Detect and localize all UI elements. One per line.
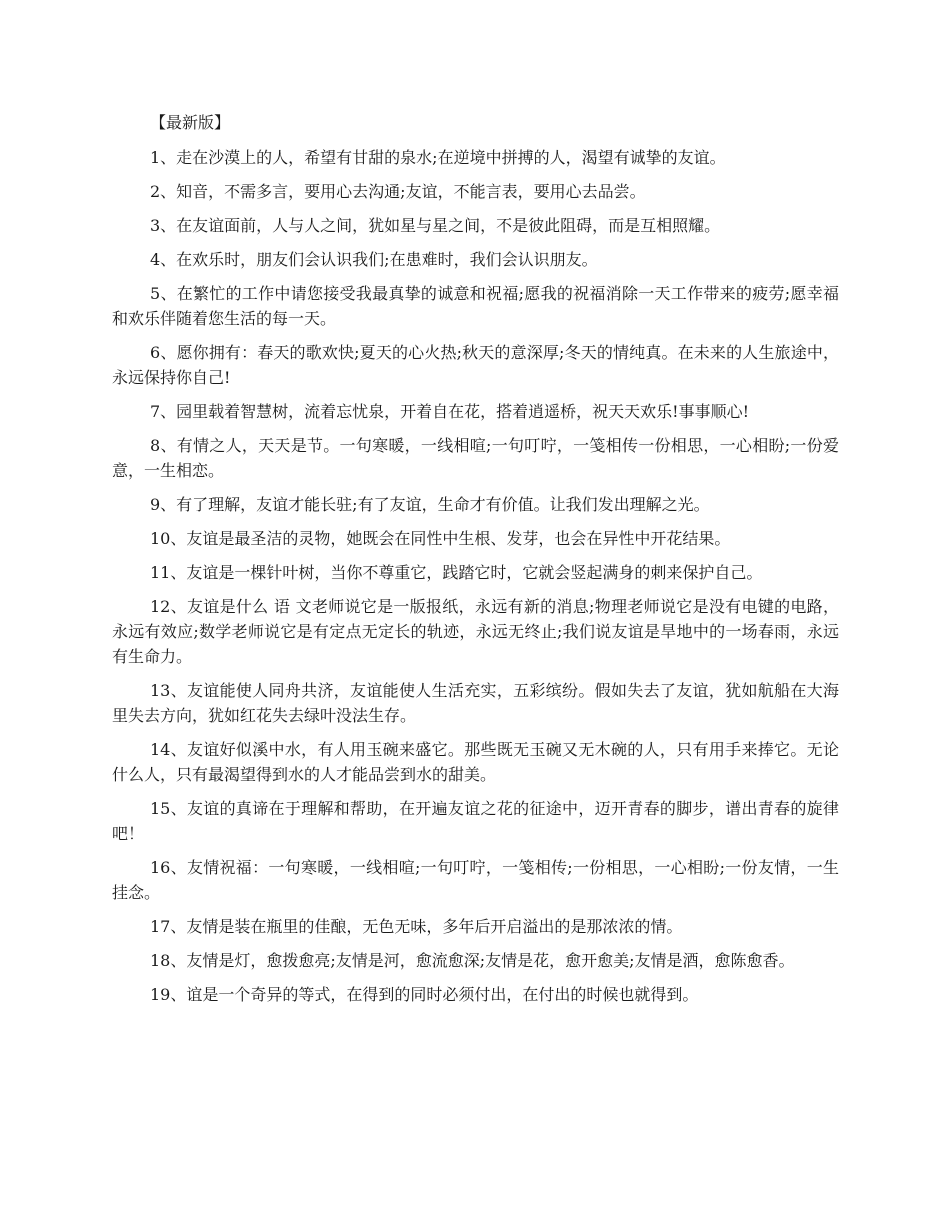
paragraph-8: 8、有情之人，天天是节。一句寒暖，一线相喧;一句叮咛，一笺相传一份相思，一心相盼;一份爱意，一生相恋。 xyxy=(112,436,839,480)
paragraph-11: 11、友谊是一棵针叶树，当你不尊重它，践踏它时，它就会竖起满身的刺来保护自己。 xyxy=(150,563,763,582)
paragraph-3: 3、在友谊面前，人与人之间，犹如星与星之间，不是彼此阻碍，而是互相照耀。 xyxy=(150,216,721,235)
paragraph-13: 13、友谊能使人同舟共济，友谊能使人生活充实，五彩缤纷。假如失去了友谊，犹如航船在大海里失去方向，犹如红花失去绿叶没法生存。 xyxy=(112,681,839,725)
paragraph-1: 1、走在沙漠上的人，希望有甘甜的泉水;在逆境中拼搏的人，渴望有诚挚的友谊。 xyxy=(150,148,726,167)
paragraph-16: 16、友情祝福：一句寒暖，一线相喧;一句叮咛，一笺相传;一份相思，一心相盼;一份友情，一生挂念。 xyxy=(112,858,839,902)
document-heading: 【最新版】 xyxy=(150,113,231,132)
paragraph-6: 6、愿你拥有：春天的歌欢快;夏天的心火热;秋天的意深厚;冬天的情纯真。在未来的人生旅途中，永远保持你自己! xyxy=(112,343,839,387)
paragraph-19: 19、谊是一个奇异的等式，在得到的同时必须付出，在付出的时候也就得到。 xyxy=(150,985,699,1004)
paragraph-12: 12、友谊是什么 语 文老师说它是一版报纸，永远有新的消息;物理老师说它是没有电键的电路，永远有效应;数学老师说它是有定点无定长的轨迹，永远无终止;我们说友谊是旱地中的一场春雨，永远有生命力。 xyxy=(112,597,839,666)
paragraph-14: 14、友谊好似溪中水，有人用玉碗来盛它。那些既无玉碗又无木碗的人，只有用手来捧它。无论什么人，只有最渴望得到水的人才能品尝到水的甜美。 xyxy=(112,740,839,784)
paragraph-10: 10、友谊是最圣洁的灵物，她既会在同性中生根、发芽，也会在异性中开花结果。 xyxy=(150,529,731,548)
document-page xyxy=(112,110,839,1016)
paragraph-7: 7、园里载着智慧树，流着忘忧泉，开着自在花，搭着逍遥桥，祝天天欢乐!事事顺心! xyxy=(150,402,750,421)
paragraph-18: 18、友情是灯，愈拨愈亮;友情是河，愈流愈深;友情是花，愈开愈美;友情是酒，愈陈愈香。 xyxy=(150,951,795,970)
paragraph-5: 5、在繁忙的工作中请您接受我最真挚的诚意和祝福;愿我的祝福消除一天工作带来的疲劳;愿幸福和欢乐伴随着您生活的每一天。 xyxy=(112,284,839,328)
paragraph-4: 4、在欢乐时，朋友们会认识我们;在患难时，我们会认识朋友。 xyxy=(150,250,598,269)
paragraph-2: 2、知音，不需多言，要用心去沟通;友谊，不能言表，要用心去品尝。 xyxy=(150,182,646,201)
paragraph-9: 9、有了理解，友谊才能长驻;有了友谊，生命才有价值。让我们发出理解之光。 xyxy=(150,495,710,514)
paragraph-17: 17、友情是装在瓶里的佳酿，无色无味，多年后开启溢出的是那浓浓的情。 xyxy=(150,917,683,936)
paragraph-15: 15、友谊的真谛在于理解和帮助，在开遍友谊之花的征途中，迈开青春的脚步，谱出青春的旋律吧！ xyxy=(112,799,839,843)
